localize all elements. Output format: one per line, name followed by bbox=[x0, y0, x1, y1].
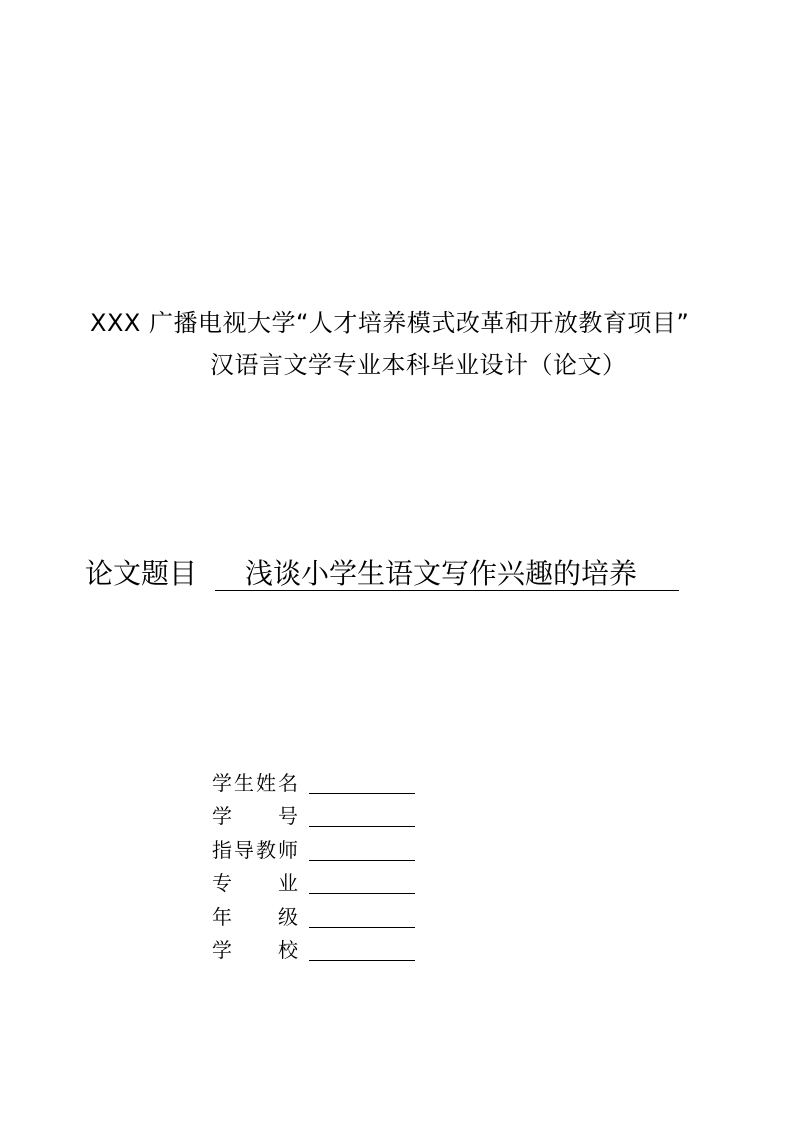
thesis-type-title: 汉语言文学专业本科毕业设计（论文） bbox=[210, 351, 627, 379]
university-title: XXX 广播电视大学“人才培养模式改革和开放教育项目” bbox=[90, 309, 690, 337]
advisor-label: 指 导 教 师 bbox=[212, 837, 298, 862]
student-name-blank[interactable] bbox=[309, 773, 415, 794]
major-row bbox=[212, 863, 415, 897]
student-name-label: 学 生 姓 名 bbox=[212, 770, 298, 795]
student-name-row bbox=[212, 762, 415, 796]
thesis-topic-row bbox=[85, 556, 679, 592]
major-blank[interactable] bbox=[309, 873, 415, 894]
school-row bbox=[212, 930, 415, 964]
grade-blank[interactable] bbox=[309, 907, 415, 928]
student-id-label: 学 号 bbox=[212, 804, 298, 828]
major-label: 专 业 bbox=[212, 871, 298, 895]
student-info-block bbox=[212, 762, 415, 963]
advisor-blank[interactable] bbox=[309, 840, 415, 861]
student-id-row bbox=[212, 796, 415, 830]
grade-row bbox=[212, 896, 415, 930]
school-label: 学 校 bbox=[212, 938, 298, 962]
school-blank[interactable] bbox=[309, 940, 415, 961]
student-id-blank[interactable] bbox=[309, 806, 415, 827]
thesis-topic-value: 浅谈小学生语文写作兴趣的培养 bbox=[215, 558, 679, 591]
thesis-topic-label: 论文题目 bbox=[85, 557, 198, 590]
advisor-row bbox=[212, 829, 415, 863]
grade-label: 年 级 bbox=[212, 904, 298, 929]
